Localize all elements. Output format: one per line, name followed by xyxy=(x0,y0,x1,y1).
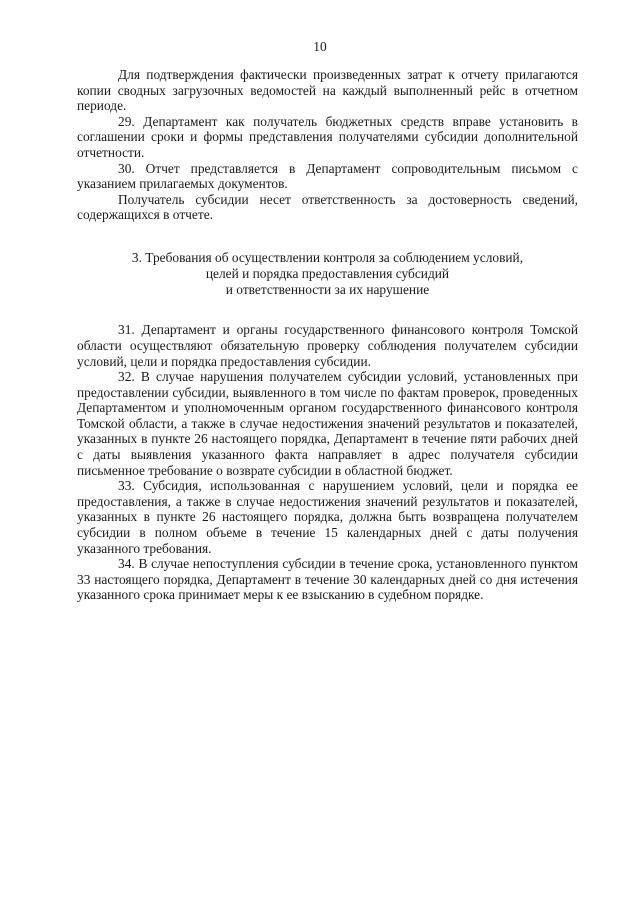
section-heading-line-2: целей и порядка предоставления субсидий xyxy=(205,265,450,281)
paragraph-31: 31. Департамент и органы государственного финансового контроля Томской области осуществляют обязательную проверку соблюдения получателем субсидии условий, цели и порядка предоставления субсидии. xyxy=(77,322,578,369)
paragraph-30: 30. Отчет представляется в Департамент сопроводительным письмом с указанием прилагаемых документов. xyxy=(77,160,578,192)
page-number: 10 xyxy=(313,39,327,54)
paragraph-33: 33. Субсидия, использованная с нарушением условий, цели и порядка ее предоставления, а также в случае недостижения значений результатов и показателей, указанных в пункте 26 настоящего порядка, должна быть возвращена получателем субсидии в полном объеме в течение 15 календарных дней с даты получения указанного требования. xyxy=(77,478,578,556)
paragraph-responsibility: Получатель субсидии несет ответственность за достоверность сведений, содержащихся в отчете. xyxy=(77,191,578,223)
section-heading-line-1: 3. Требования об осуществлении контроля за соблюдением условий, xyxy=(131,249,524,265)
section-heading-line-3: и ответственности за их нарушение xyxy=(225,281,430,297)
paragraph-34: 34. В случае непоступления субсидии в течение срока, установленного пунктом 33 настоящего порядка, Департамент в течение 30 календарных дней со дня истечения указанного срока принимает меры к ее взысканию в судебном порядке. xyxy=(77,556,578,603)
paragraph-32: 32. В случае нарушения получателем субсидии условий, установленных при предоставлении субсидии, выявленного в том числе по фактам проверок, проведенных Департаментом и уполномоченным органом государственного финансового контроля Томской области, а также в случае недостижения значений результатов и показателей, указанных в пункте 26 настоящего порядка, Департамент в течение пяти рабочих дней с даты выявления указанного факта направляет в адрес получателя субсидии письменное требование о возврате субсидии в областной бюджет. xyxy=(77,369,578,478)
paragraph-expense-confirmation: Для подтверждения фактически произведенных затрат к отчету прилагаются копии сводных загрузочных ведомостей на каждый выполненный рейс в отчетном периоде. xyxy=(77,67,578,114)
document-body xyxy=(77,67,578,603)
section-heading xyxy=(77,250,578,297)
paragraph-29: 29. Департамент как получатель бюджетных средств вправе установить в соглашении сроки и формы представления получателями субсидии дополнительной отчетности. xyxy=(77,113,578,160)
